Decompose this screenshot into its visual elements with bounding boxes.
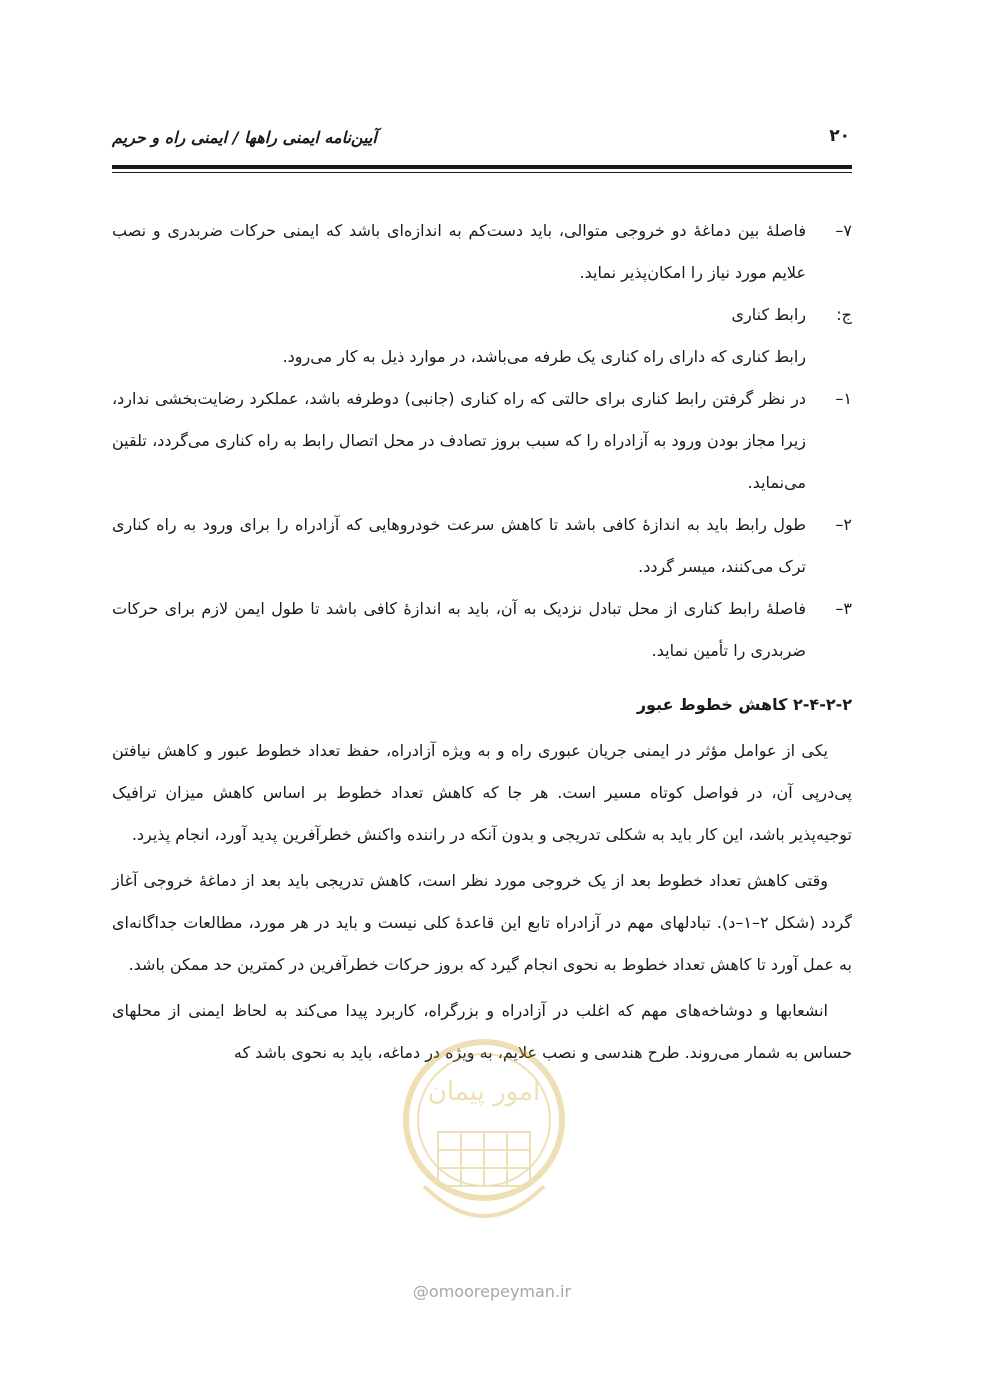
list-marker: ۳–	[835, 599, 852, 618]
section-j	[112, 294, 852, 336]
list-item-1	[112, 378, 852, 504]
list-marker: ۷–	[835, 221, 852, 240]
list-marker: ۲–	[835, 515, 852, 534]
list-item-text: فاصلهٔ رابط کناری از محل تبادل نزدیک به آن، باید به اندازهٔ کافی باشد تا طول ایمن لازم برای حرکات ضربدری را تأمین نماید.	[112, 599, 806, 660]
watermark-site: @omoorepeyman.ir	[412, 1282, 572, 1301]
section-marker: ج:	[836, 305, 852, 324]
paragraph-2: وقتی کاهش تعداد خطوط بعد از یک خروجی مورد نظر است، کاهش تدریجی باید بعد از دماغهٔ خروجی آغاز گردد (شکل ۲–۱–د). تبادلهای مهم در آزادراه تابع این قاعدهٔ کلی نیست و باید در هر مورد، مطالعات جداگانه‌ای به عمل آورد تا کاهش تعداد خطوط به نحوی انجام گیرد که بروز حرکات خطرآفرین در کمترین حد ممکن باشد.	[112, 871, 853, 974]
watermark-logo	[400, 1036, 568, 1250]
page-number: ۲۰	[829, 126, 850, 146]
paragraph-1: یکی از عوامل مؤثر در ایمنی جریان عبوری راه و به ویژه آزادراه، حفظ تعداد خطوط عبور و کاهش نیافتن پی‌درپی آن، در فواصل کوتاه مسیر است. هر جا که کاهش تعداد خطوط بر اساس کاهش میزان ترافیک توجیه‌پذیر باشد، این کار باید به شکلی تدریجی و بدون آنکه در راننده واکنش خطرآفرین پدید آورد، انجام پذیرد.	[112, 741, 852, 844]
list-item-text: فاصلهٔ بین دماغهٔ دو خروجی متوالی، باید دست‌کم به اندازه‌ای باشد که ایمنی حرکات ضربدری و نصب علایم مورد نیاز را امکان‌پذیر نماید.	[112, 221, 806, 282]
header-rule-thin	[112, 172, 852, 173]
paragraph-3: انشعابها و دوشاخه‌های مهم که اغلب در آزادراه و بزرگراه، کاربرد پیدا می‌کند به لحاظ ایمنی از محلهای حساس به شمار می‌روند. طرح هندسی و نصب علایم، به ویژه در دماغه، باید به نحوی باشد که	[112, 1001, 852, 1062]
list-item-text: در نظر گرفتن رابط کناری برای حالتی که راه کناری (جانبی) دوطرفه باشد، عملکرد رضایت‌بخشی ندارد، زیرا مجاز بودن ورود به آزادراه را که سبب بروز تصادف در محل اتصال رابط به راه کناری می‌گردد، تلقین می‌نماید.	[112, 389, 806, 492]
list-item-7	[112, 210, 852, 294]
list-item-2	[112, 504, 852, 588]
section-heading: ۲-۴-۲-۲ کاهش خطوط عبور	[636, 695, 852, 714]
section-title: رابط کناری	[731, 305, 806, 324]
list-item-text: طول رابط باید به اندازهٔ کافی باشد تا کاهش سرعت خودروهایی که آزادراه را برای ورود به راه کناری ترک می‌کنند، میسر گردد.	[112, 515, 806, 576]
watermark-logo-text: امور پیمان	[427, 1077, 541, 1107]
section-intro: رابط کناری که دارای راه کناری یک طرفه می‌باشد، در موارد ذیل به کار می‌رود.	[282, 347, 806, 366]
list-marker: ۱–	[835, 389, 852, 408]
running-header-title: آیین‌نامه ایمنی راهها / ایمنی راه و حریم	[112, 128, 377, 147]
header-rule-thick	[112, 165, 852, 169]
list-item-3	[112, 588, 852, 672]
body-text	[112, 210, 852, 1074]
